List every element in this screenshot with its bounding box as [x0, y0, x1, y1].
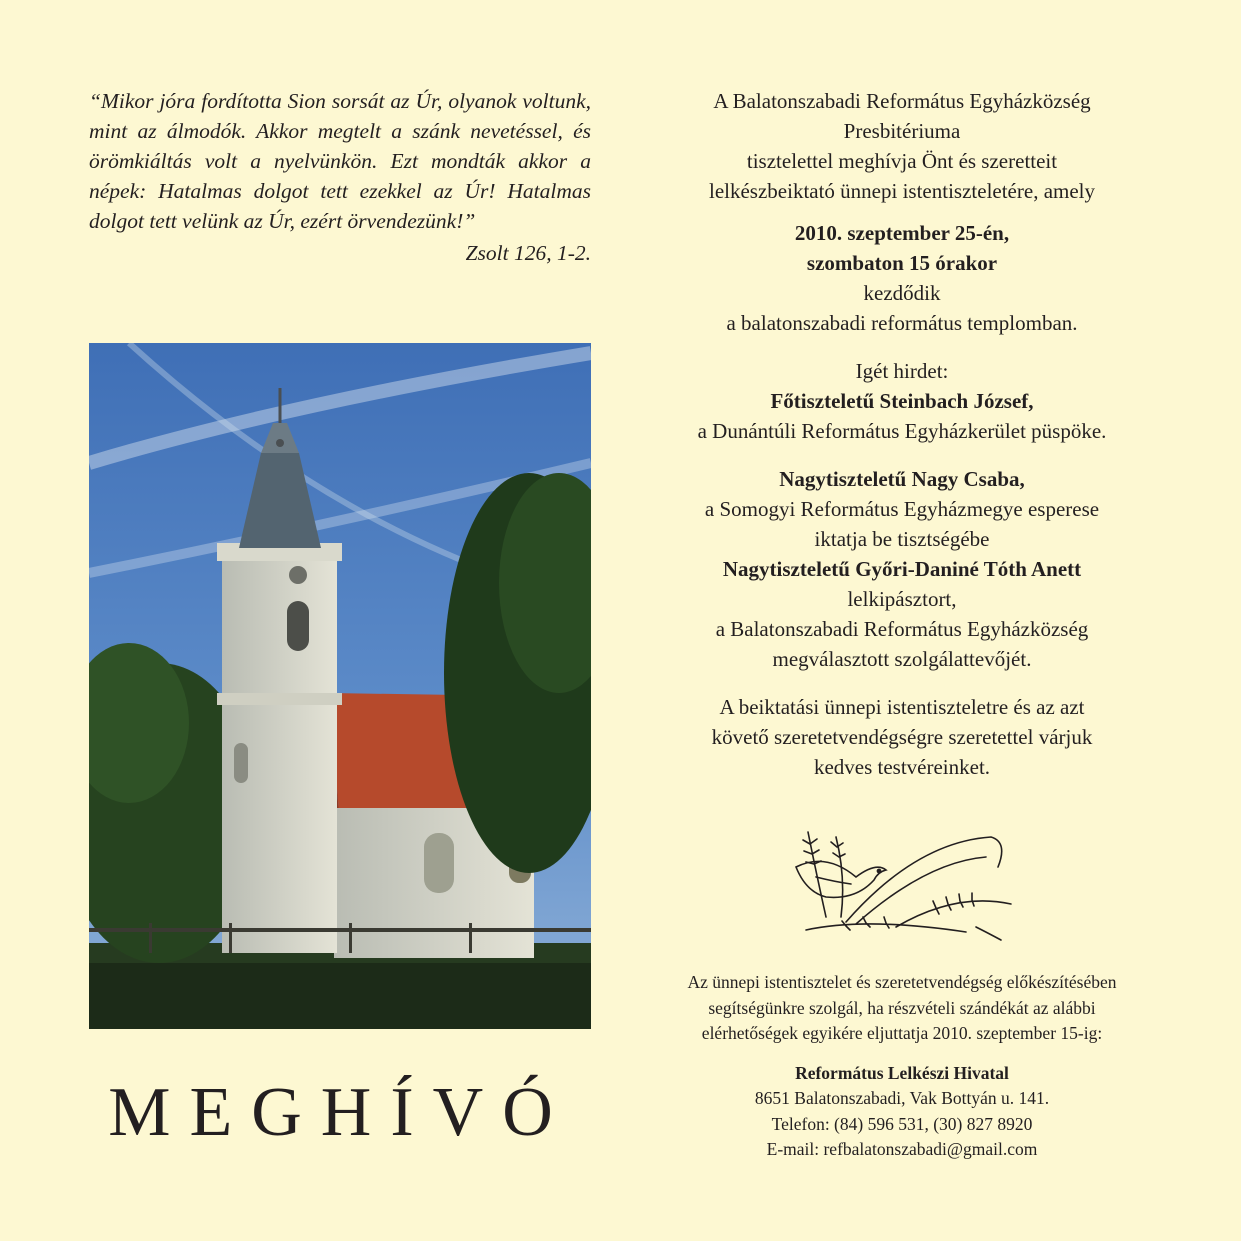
- church-photo: [89, 343, 591, 1029]
- office-email: E-mail: refbalatonszabadi@gmail.com: [766, 1139, 1038, 1159]
- invitation-line: kezdődik: [863, 281, 941, 305]
- invitation-line: lelkészbeiktató ünnepi istentiszteletére, amely: [708, 179, 1096, 203]
- rsvp-note: Az ünnepi istentisztelet és szeretetvendégség előkészítésében: [687, 972, 1117, 992]
- event-place: a balatonszabadi református templomban.: [726, 311, 1078, 335]
- quote-text: “Mikor jóra fordította Sion sorsát az Úr, olyanok voltunk, mint az álmodók. Akkor megtelt a szánk nevetéssel, és örömkiáltás volt a nyelvünkön. Ezt mondták akkor a népek: Hatalmas dolgot tett ezekkel az Úr! Hatalmas dolgot tett velünk az Úr, ezért örvendezünk!”: [89, 89, 591, 233]
- invitation-line: iktatja be tisztségébe: [814, 527, 990, 551]
- preacher-role: a Dunántúli Református Egyházkerület püspöke.: [697, 419, 1107, 443]
- closing-line: A beiktatási ünnepi istentiszteletre és az azt: [719, 695, 1085, 719]
- preacher-name: Főtiszteletű Steinbach József,: [770, 389, 1034, 413]
- office-address: 8651 Balatonszabadi, Vak Bottyán u. 141.: [754, 1088, 1050, 1108]
- invitation-text: [622, 86, 1182, 782]
- installer-role: a Somogyi Református Egyházmegye esperese: [704, 497, 1100, 521]
- office-name: Református Lelkészi Hivatal: [795, 1062, 1009, 1083]
- rsvp-note: segítségünkre szolgál, ha részvételi szándékát az alábbi: [708, 997, 1096, 1018]
- preach-label: Igét hirdet:: [855, 359, 949, 383]
- quote-reference: Zsolt 126, 1-2.: [465, 241, 591, 265]
- closing-line: követő szeretetvendégségre szeretettel várjuk: [711, 725, 1093, 749]
- event-date: 2010. szeptember 25-én,: [794, 221, 1010, 245]
- invitation-line: Presbitériuma: [843, 119, 961, 143]
- invitation-line: megválasztott szolgálattevőjét.: [772, 647, 1032, 671]
- rsvp-section: [622, 970, 1182, 1163]
- pastor-title: lelkipásztort,: [847, 587, 957, 611]
- installer-name: Nagytiszteletű Nagy Csaba,: [779, 467, 1025, 491]
- office-phone: Telefon: (84) 596 531, (30) 827 8920: [771, 1113, 1033, 1134]
- rsvp-note: elérhetőségek egyikére eljuttatja 2010. szeptember 15-ig:: [701, 1023, 1103, 1043]
- event-time: szombaton 15 órakor: [806, 251, 998, 275]
- pastor-name: Nagytiszteletű Győri-Daniné Tóth Anett: [722, 557, 1082, 581]
- invitation-line: A Balatonszabadi Református Egyházközség: [713, 89, 1091, 113]
- invitation-title: MEGHÍVÓ: [108, 1074, 572, 1151]
- congregation: a Balatonszabadi Református Egyházközség: [715, 617, 1089, 641]
- closing-line: kedves testvéreinket.: [813, 755, 991, 779]
- invitation-line: tisztelettel meghívja Önt és szeretteit: [746, 149, 1058, 173]
- bible-quote: [89, 86, 591, 268]
- dove-wheat-ornament-icon: [786, 822, 1016, 942]
